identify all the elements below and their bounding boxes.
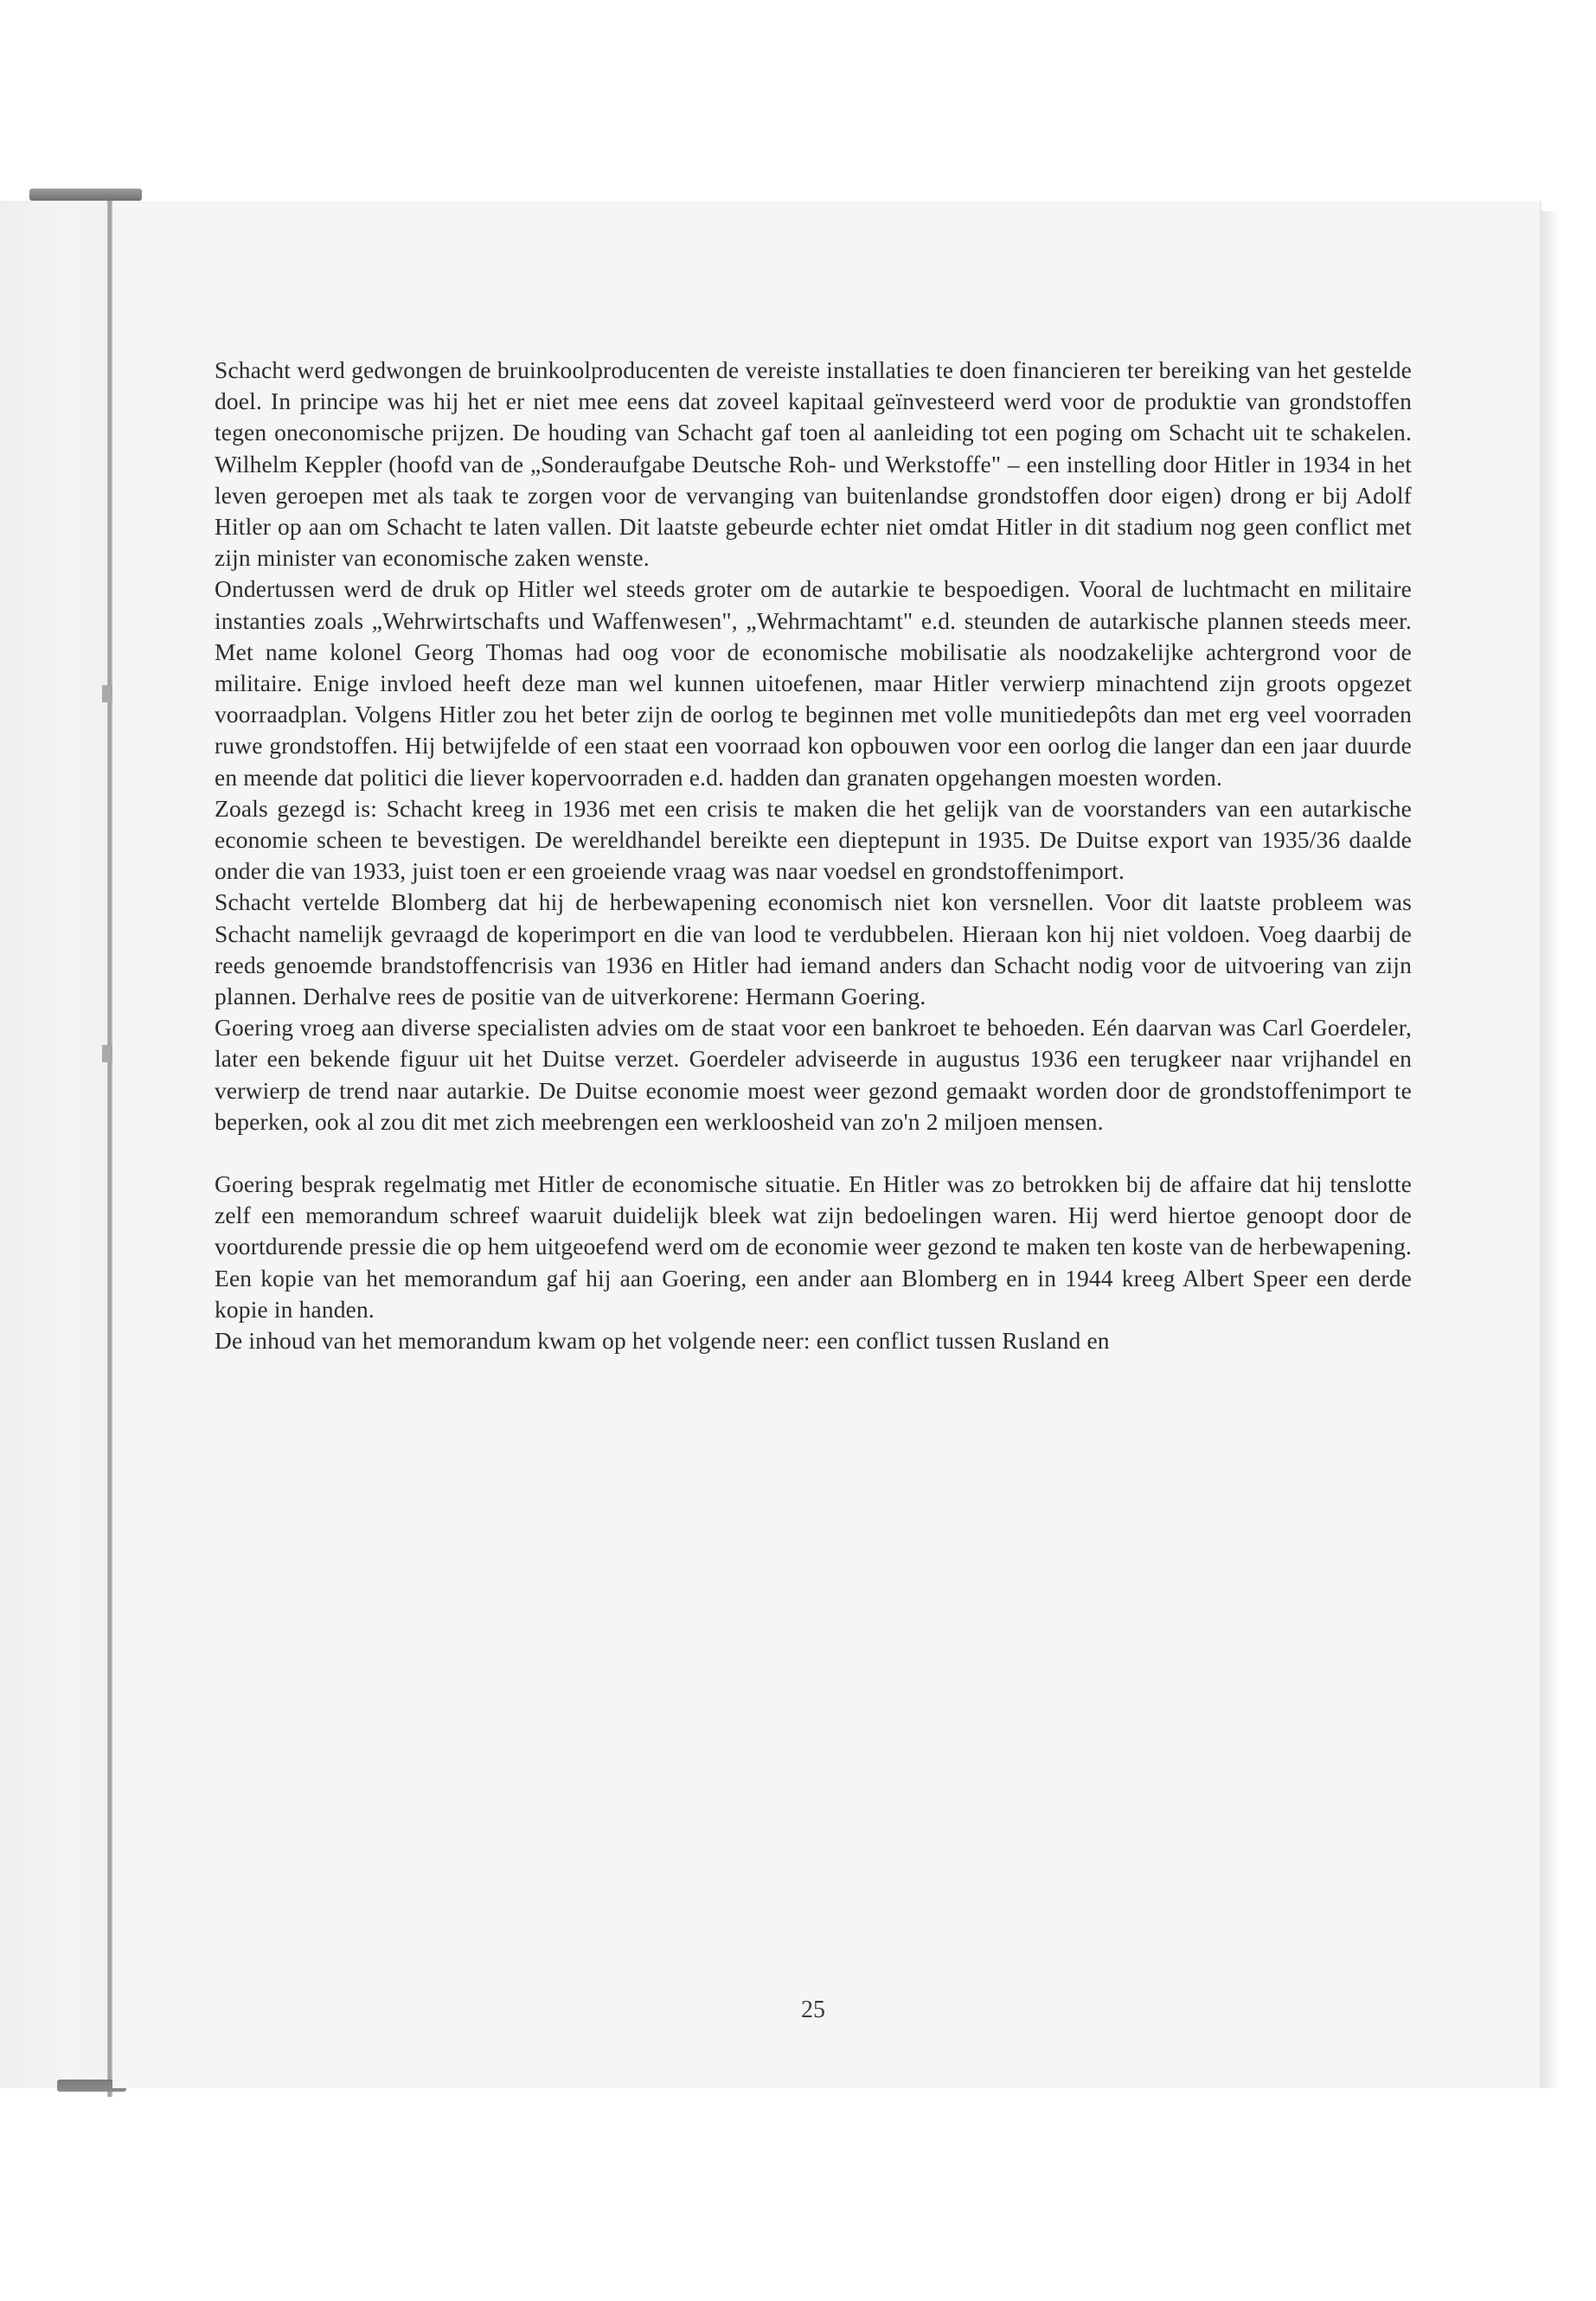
binder-strip	[0, 201, 112, 2088]
binder-clip-top	[29, 189, 142, 201]
paragraph: Zoals gezegd is: Schacht kreeg in 1936 met een crisis te maken die het gelijk van de voorstanders van een autarkische economie scheen te bevestigen. De wereldhandel bereikte een dieptepunt in 1935. De Duitse export van 1935/36 daalde onder die van 1933, juist toen er een groeiende vraag was naar voedsel en grondstoffenimport.	[215, 794, 1412, 885]
paragraph: Goering besprak regelmatig met Hitler de economische situatie. En Hitler was zo betrokken bij de affaire dat hij tenslotte zelf een memorandum schreef waaruit duidelijk bleek wat zijn bedoelingen waren. Hij werd hiertoe genoopt door de voortdurende pressie die op hem uitgeoefend werd om de economie weer gezond te maken ten koste van de herbewapening. Een kopie van het memorandum gaf hij aan Goering, een ander aan Blomberg en in 1944 kreeg Albert Speer een derde kopie in handen.	[215, 1170, 1412, 1323]
page-edge	[1540, 211, 1559, 2088]
paragraph: Schacht werd gedwongen de bruinkoolproducenten de vereiste installaties te doen financieren ter bereiking van het gestelde doel. In principe was hij het er niet mee eens dat zoveel kapitaal geïnvesteerd werd voor de produktie van grondstoffen tegen oneconomische prijzen. De houding van Schacht gaf toen al aanleiding tot een poging om Schacht uit te schakelen. Wilhelm Keppler (hoofd van de „Sonderaufgabe Deutsche Roh- und Werkstoffe" – een instelling door Hitler in 1934 in het leven geroepen met als taak te zorgen voor de vervanging van buitenlandse grondstoffen door eigen) drong er bij Adolf Hitler op aan om Schacht te laten vallen. Dit laatste gebeurde echter niet omdat Hitler in dit stadium nog geen conflict met zijn minister van economische zaken wenste.	[215, 356, 1412, 572]
paragraph: De inhoud van het memorandum kwam op het volgende neer: een conflict tussen Rusland en	[215, 1327, 1110, 1355]
body-text	[215, 355, 1412, 1356]
paragraph: Goering vroeg aan diverse specialisten advies om de staat voor een bankroet te behoeden. Eén daarvan was Carl Goerdeler, later een bekende figuur uit het Duitse verzet. Goerdeler adviseerde in augustus 1936 een terugkeer naar vrijhandel en verwierp de trend naar autarkie. De Duitse economie moest weer gezond gemaakt worden door de grondstoffenimport te beperken, ook al zou dit met zich meebrengen een werkloosheid van zo'n 2 miljoen mensen.	[215, 1014, 1412, 1135]
page-number: 25	[801, 1997, 825, 2023]
paragraph: Schacht vertelde Blomberg dat hij de herbewapening economisch niet kon versnellen. Voor dit laatste probleem was Schacht namelijk gevraagd de koperimport en die van lood te verdubbelen. Hieraan kon hij niet voldoen. Voeg daarbij de reeds genoemde brandstoffencrisis van 1936 en Hitler had iemand anders dan Schacht nodig voor de uitvoering van zijn plannen. Derhalve rees de positie van de uitverkorene: Hermann Goering.	[215, 888, 1412, 1010]
paragraph: Ondertussen werd de druk op Hitler wel steeds groter om de autarkie te bespoedigen. Vooral de luchtmacht en militaire instanties zoals „Wehrwirtschafts und Waffenwesen", „Wehrmachtamt" e.d. steunden de autarkische plannen steeds meer. Met name kolonel Georg Thomas had oog voor de economische mobilisatie als noodzakelijke achtergrond voor de militaire. Enige invloed heeft deze man wel kunnen uitoefenen, maar Hitler verwierp minachtend zijn groots opgezet voorraadplan. Volgens Hitler zou het beter zijn de oorlog te beginnen met volle munitiedepôts dan met erg veel voorraden ruwe grondstoffen. Hij betwijfelde of een staat een voorraad kon opbouwen voor een oorlog die langer dan een jaar duurde en meende dat politici die liever kopervoorraden e.d. hadden dan granaten opgehangen moesten worden.	[215, 575, 1412, 791]
